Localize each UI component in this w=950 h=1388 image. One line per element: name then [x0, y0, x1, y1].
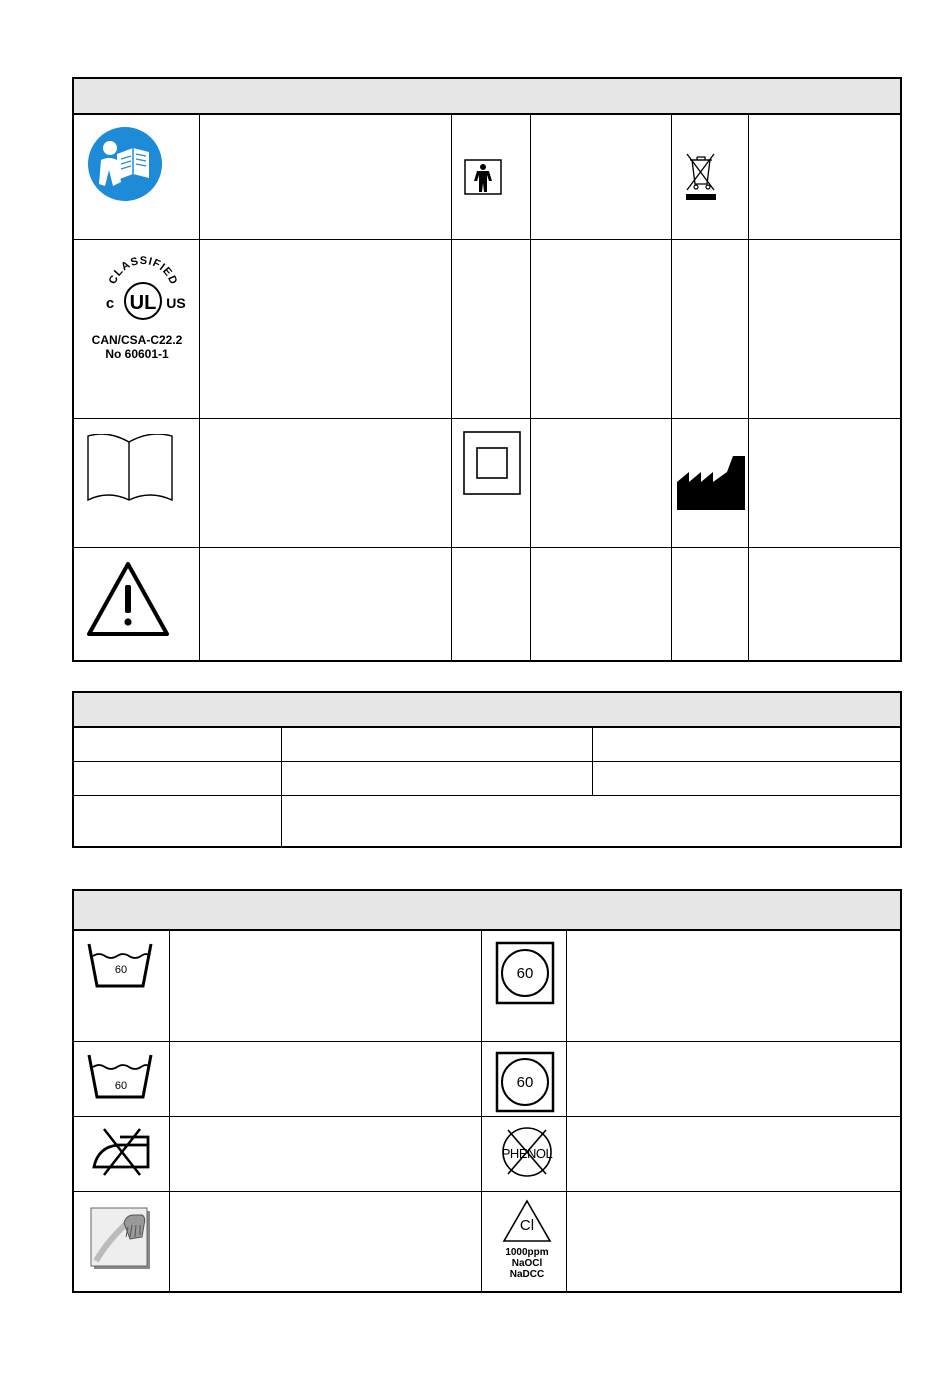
chlorine-concentration-label [484, 1247, 570, 1280]
operating-manual-book-icon [86, 434, 174, 504]
ul-standard-line1: CAN/CSA-C22.2 [91, 333, 183, 347]
type-bf-applied-part-icon [464, 159, 502, 195]
ul-standard-line2: No 60601-1 [105, 347, 169, 361]
wash-60-temp: 60 [114, 1080, 128, 1092]
consult-instructions-icon [87, 126, 163, 202]
manufacturer-icon [675, 454, 747, 512]
tumble-dry-60-temp: 60 [516, 965, 534, 982]
cleaning-table-header [74, 891, 900, 931]
warning-triangle-icon [86, 561, 170, 637]
ul-classified-mark-icon [100, 253, 186, 329]
wipe-clean-icon [90, 1207, 152, 1271]
svg-text:UL: UL [129, 292, 157, 314]
row-divider [74, 547, 900, 548]
col-divider [199, 115, 200, 660]
col-divider [566, 931, 567, 1291]
wash-60-icon [87, 1053, 153, 1099]
info-table-header [74, 693, 900, 728]
row-divider [74, 1041, 900, 1042]
svg-text:US: US [166, 295, 186, 311]
svg-text:c: c [105, 295, 115, 312]
do-not-iron-icon [90, 1125, 154, 1177]
row-divider [74, 761, 900, 762]
info-table [72, 691, 902, 848]
col-divider [592, 728, 593, 795]
row-divider [74, 239, 900, 240]
row-divider [74, 1191, 900, 1192]
svg-text:CLASSIFIED: CLASSIFIED [106, 254, 180, 287]
col-divider [451, 115, 452, 660]
cleaning-table [72, 889, 902, 1293]
chlorine-line2: NaOCl [511, 1258, 543, 1269]
ul-standard-label [78, 333, 196, 361]
chlorine-symbol: Cl [519, 1217, 535, 1234]
col-divider [530, 115, 531, 660]
tumble-dry-60-temp: 60 [516, 1074, 534, 1091]
col-divider [169, 931, 170, 1291]
wash-60-temp: 60 [114, 964, 128, 976]
chlorine-line1: 1000ppm [505, 1247, 549, 1258]
row-divider [74, 418, 900, 419]
class-ii-double-insulation-icon [463, 431, 521, 495]
row-divider [74, 1116, 900, 1117]
chlorine-line3: NaDCC [509, 1269, 545, 1280]
col-divider [748, 115, 749, 660]
col-divider [481, 931, 482, 1291]
col-divider [671, 115, 672, 660]
weee-disposal-icon [684, 150, 718, 202]
symbols-table-header [74, 79, 900, 115]
no-phenol-label: PHENOL [501, 1146, 553, 1161]
symbols-table [72, 77, 902, 662]
col-divider [281, 728, 282, 846]
row-divider [74, 795, 900, 796]
